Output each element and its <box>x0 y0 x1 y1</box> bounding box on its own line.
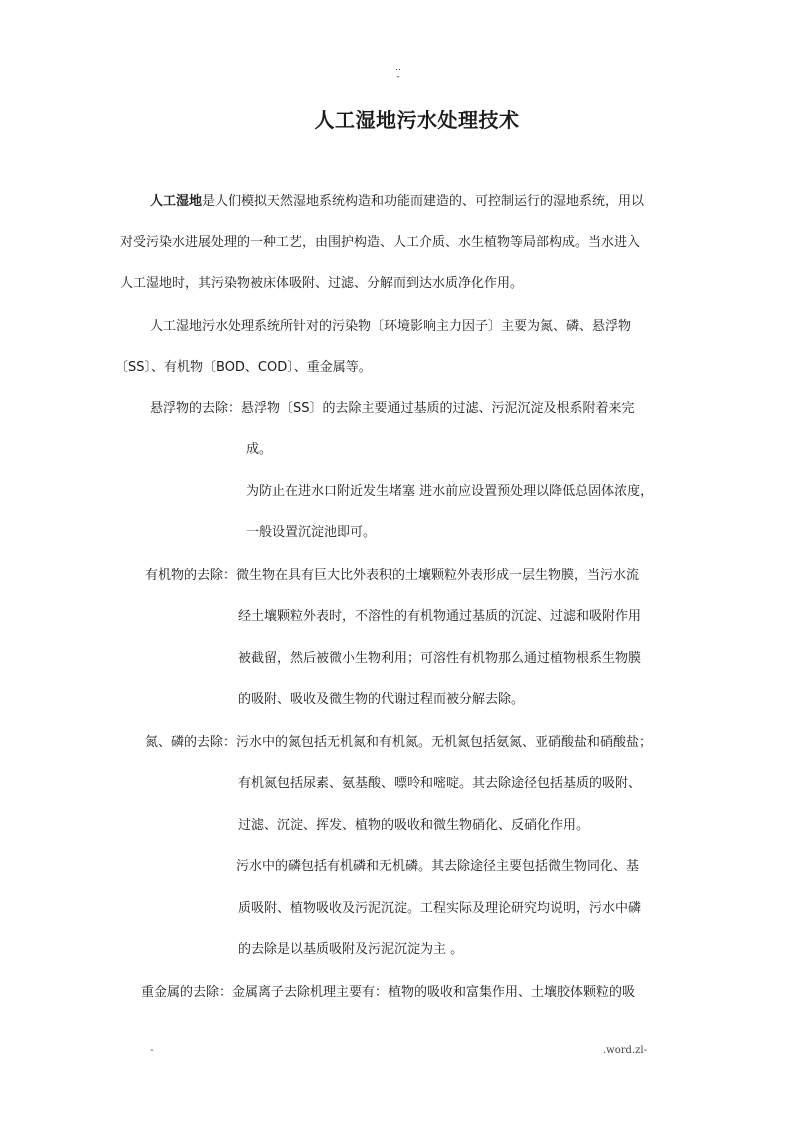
np-line-5: 质吸附、植物吸收及污泥沉淀。工程实际及理论研究均说明，污水中磷 <box>238 901 642 916</box>
intro-line-2: 对受污染水进展处理的一种工艺，由围护构造、人工介质、水生植物等局部构成。当水进入 <box>120 235 641 250</box>
np-line-4: 污水中的磷包括有机磷和无机磷。其去除途径主要包括微生物同化、基 <box>236 859 640 874</box>
np-line-3: 过滤、沉淀、挥发、植物的吸收和微生物硝化、反硝化作用。 <box>238 818 590 833</box>
np-line-2: 有机氮包括尿素、氨基酸、嘌呤和嘧啶。其去除途径包括基质的吸附、 <box>238 776 642 791</box>
ss-line-4: 一般设置沉淀池即可。 <box>246 525 377 540</box>
intro-line-3: 人工湿地时，其污染物被床体吸附、过滤、分解而到达水质净化作用。 <box>120 276 524 291</box>
organic-line-1: 有机物的去除：微生物在具有巨大比外表积的土壤颗粒外表形成一层生物膜，当污水流 <box>145 568 640 583</box>
ss-line-2: 成。 <box>246 442 273 457</box>
ss-line-1: 悬浮物的去除：悬浮物〔SS〕的去除主要通过基质的过滤、污泥沉淀及根系附着来完 <box>150 401 635 416</box>
page-title: 人工湿地污水处理技术 <box>314 108 520 132</box>
organic-line-2: 经土壤颗粒外表时，不溶性的有机物通过基质的沉淀、过滤和吸附作用 <box>238 609 642 624</box>
intro-line-1 <box>150 192 644 212</box>
organic-line-4: 的吸附、吸收及微生物的代谢过程而被分解去除。 <box>238 692 525 707</box>
intro-line-1-text: 是人们模拟天然湿地系统构造和功能而建造的、可控制运行的湿地系统，用以 <box>202 194 645 209</box>
ss-line-3: 为防止在进水口附近发生堵塞 进水前应设置预处理以降低总固体浓度， <box>246 484 654 499</box>
np-line-1: 氮、磷的去除：污水中的氮包括无机氮和有机氮。无机氮包括氨氮、亚硝酸盐和硝酸盐； <box>145 735 653 750</box>
np-line-6: 的去除是以基质吸附及污泥沉淀为主 。 <box>238 942 464 957</box>
para2-line-2: 〔SS〕、有机物〔BOD、COD〕、重金属等。 <box>115 360 372 375</box>
intro-term: 人工湿地 <box>150 194 203 209</box>
footer-left-mark: - <box>150 1045 154 1056</box>
metal-line-1: 重金属的去除：金属离子去除机理主要有：植物的吸收和富集作用、土壤胶体颗粒的吸 <box>141 985 636 1000</box>
para2-line-1: 人工湿地污水处理系统所针对的污染物〔环境影响主力因子〕主要为氮、磷、悬浮物 <box>150 319 632 334</box>
header-mark: .. - <box>395 63 401 82</box>
footer-watermark: .word.zl- <box>603 1045 647 1056</box>
organic-line-3: 被截留，然后被微小生物利用；可溶性有机物那么通过植物根系生物膜 <box>238 651 642 666</box>
